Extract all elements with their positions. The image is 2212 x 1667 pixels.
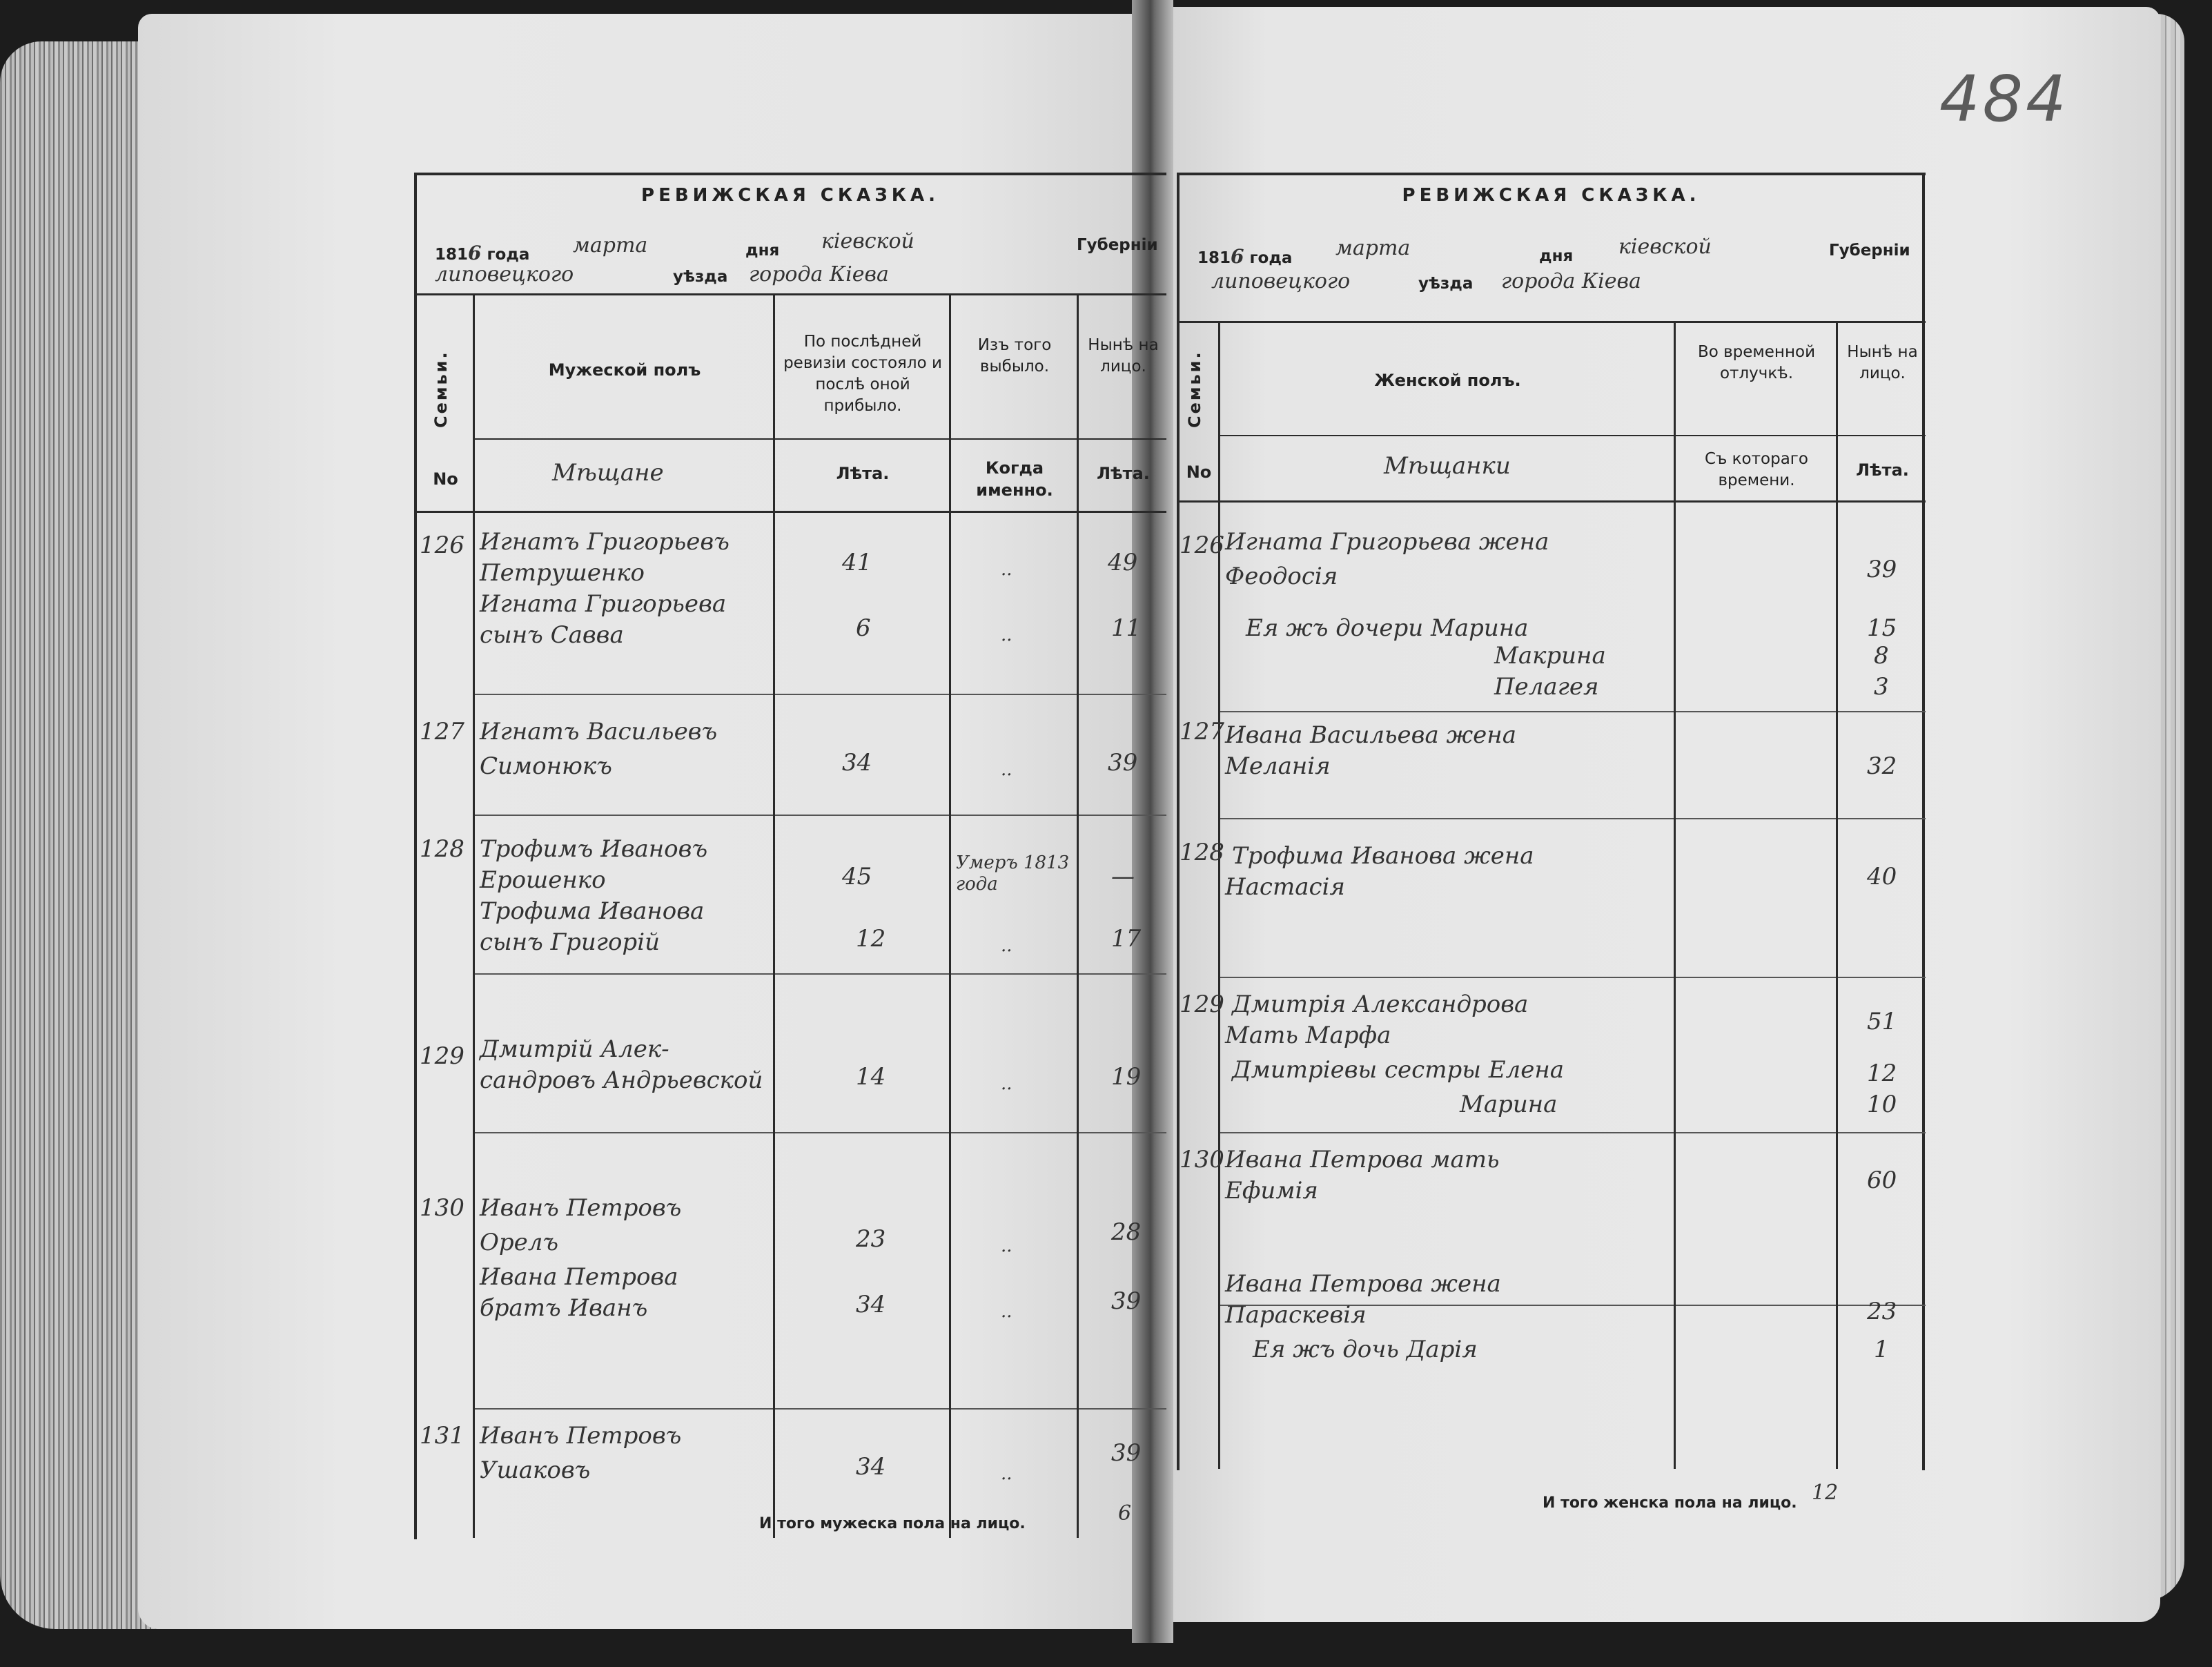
gubernia-label: Губернiи [1829, 242, 1910, 260]
person-surname: Симонюкъ [480, 752, 612, 780]
estate-handwritten: Мѣщанки [1384, 452, 1511, 480]
form-title: РЕВИЖСКАЯ СКАЗКА. [1402, 185, 1701, 206]
person-name: Ивана Петрова [480, 1263, 678, 1291]
person-surname: Ушаковъ [480, 1456, 591, 1484]
person-name: Ея жъ дочери Марина [1246, 614, 1529, 642]
person-surname: Меланiя [1225, 752, 1331, 780]
family-number: 131 [420, 1422, 464, 1450]
col-absent-header: Во временной отлучкѣ. [1697, 343, 1816, 383]
age-now: 10 [1867, 1091, 1897, 1118]
left-when: .. [1001, 1073, 1012, 1094]
person-name: Макрина [1494, 642, 1606, 670]
left-when: .. [1001, 625, 1012, 645]
month-handwritten: марта [1335, 236, 1411, 260]
family-number: 129 [1180, 991, 1224, 1018]
gubernia-label: Губернiи [1077, 236, 1158, 254]
age-now: 3 [1874, 673, 1889, 701]
person-name: Ивана Петрова мать [1225, 1146, 1500, 1173]
total-male-value: 6 [1118, 1501, 1132, 1525]
col-last-revision-header: По послѣдней ревизiи состояло и послѣ оной прибыло. [783, 333, 942, 416]
age-now: 39 [1111, 1287, 1142, 1315]
person-name: Ея жъ дочь Дарiя [1253, 1336, 1478, 1363]
family-number: 130 [1180, 1146, 1224, 1173]
left-when: .. [1001, 559, 1012, 580]
person-surname: Орелъ [480, 1229, 559, 1256]
uezd-label: уѣзда [1418, 275, 1474, 293]
family-number: 127 [1180, 718, 1224, 745]
left-when: .. [1001, 1463, 1012, 1484]
sub-years-header: Лѣта. [836, 464, 890, 483]
gubernia-handwritten: кiевской [821, 229, 914, 253]
person-surname: Ефимiя [1225, 1177, 1318, 1205]
age-now: 1 [1874, 1336, 1889, 1363]
left-when: .. [1001, 759, 1012, 780]
person-name: Ивана Васильева жена [1225, 721, 1516, 749]
family-number: 130 [420, 1194, 464, 1222]
total-female-label: И того женска пола на лицо. [1543, 1494, 1797, 1512]
person-surname: Мать Марфа [1225, 1022, 1391, 1049]
sub-since-header: Съ котораго времени. [1705, 450, 1808, 490]
family-number: 127 [420, 718, 464, 745]
person-name: Марина [1460, 1091, 1558, 1118]
town-handwritten: города Кiева [1501, 269, 1641, 293]
person-name: Ивана Петрова жена [1225, 1270, 1501, 1298]
age-now: — [1111, 863, 1135, 890]
age-now: 39 [1111, 1439, 1142, 1467]
person-name: Трофима Иванова [480, 897, 705, 925]
person-surname: сынъ Григорiй [480, 928, 660, 956]
person-name: Дмитрiй Алек- [480, 1035, 669, 1063]
col-now-header: Нынѣ на лицо. [1847, 343, 1918, 383]
family-number: 129 [420, 1042, 464, 1070]
uezd-handwritten: липовецкого [435, 262, 574, 286]
year-label: 1816 года [435, 242, 530, 264]
right-revision-form [1177, 173, 1926, 1532]
col-sex-header: Мужеской полъ [548, 360, 701, 380]
sub-when-header: Когда именно. [976, 458, 1053, 500]
sub-years2-header: Лѣта. [1097, 464, 1150, 483]
age-last-revision: 34 [842, 749, 872, 777]
age-now: 8 [1874, 642, 1889, 670]
age-now: 23 [1867, 1298, 1897, 1325]
age-last-revision: 34 [856, 1291, 886, 1318]
left-when: .. [1001, 1301, 1012, 1322]
col-now-header: Нынѣ на лицо. [1088, 336, 1159, 376]
person-surname: Петрушенко [480, 559, 645, 587]
gubernia-handwritten: кiевской [1618, 235, 1712, 259]
estate-handwritten: Мѣщане [552, 459, 664, 487]
person-surname: Феодосiя [1225, 563, 1338, 590]
col-left-header: Изъ того выбыло. [977, 336, 1052, 376]
age-now: 11 [1111, 614, 1142, 642]
age-now: 32 [1867, 752, 1897, 780]
age-now: 39 [1867, 556, 1897, 583]
year-label: 1816 года [1197, 245, 1293, 268]
folio-number: 484 [1939, 62, 2069, 136]
family-number: 126 [1180, 532, 1224, 559]
age-now: 40 [1867, 863, 1897, 890]
left-when: .. [1001, 1236, 1012, 1256]
col-sex-header: Женской полъ. [1374, 371, 1521, 390]
sub-no-header: No [1186, 462, 1212, 482]
left-revision-form [414, 173, 1166, 1539]
age-now: 12 [1867, 1060, 1897, 1087]
age-now: 60 [1867, 1167, 1897, 1194]
col-semi-header: Семьи. [431, 350, 451, 428]
person-surname: сандровъ Андрьевской [480, 1066, 763, 1094]
person-surname: Настасiя [1225, 873, 1345, 901]
person-name: Трофимъ Ивановъ [480, 835, 708, 863]
person-name: Игната Григорьева [480, 590, 727, 618]
age-now: 17 [1111, 925, 1142, 953]
age-now: 15 [1867, 614, 1897, 642]
age-now: 19 [1111, 1063, 1142, 1091]
uezd-handwritten: липовецкого [1211, 269, 1351, 293]
sub-years-header: Лѣта. [1856, 460, 1909, 480]
total-male-label: И того мужеска пола на лицо. [759, 1515, 1026, 1532]
age-last-revision: 34 [856, 1453, 886, 1481]
person-surname: Ерошенко [480, 866, 606, 894]
age-last-revision: 14 [856, 1063, 886, 1091]
person-name: Игната Григорьева жена [1225, 528, 1549, 556]
age-now: 49 [1108, 549, 1138, 576]
family-number: 128 [1180, 839, 1224, 866]
form-title: РЕВИЖСКАЯ СКАЗКА. [641, 185, 939, 206]
age-now: 28 [1111, 1218, 1142, 1246]
person-name: Пелагея [1494, 673, 1599, 701]
person-surname: сынъ Савва [480, 621, 624, 649]
person-name: Иванъ Петровъ [480, 1194, 682, 1222]
age-now: 39 [1108, 749, 1138, 777]
family-number: 128 [420, 835, 464, 863]
month-handwritten: марта [573, 233, 648, 257]
person-name: Дмитрiя Александрова [1232, 991, 1529, 1018]
sub-no-header: No [433, 469, 458, 489]
family-number: 126 [420, 532, 464, 559]
age-last-revision: 6 [856, 614, 871, 642]
day-label: дня [1539, 247, 1574, 265]
person-name: Дмитрiевы сестры Елена [1232, 1056, 1564, 1084]
age-last-revision: 23 [856, 1225, 886, 1253]
person-surname: братъ Иванъ [480, 1294, 648, 1322]
person-name: Иванъ Петровъ [480, 1422, 682, 1450]
person-name: Трофима Иванова жена [1232, 842, 1534, 870]
left-when: .. [1001, 935, 1012, 956]
person-name: Игнатъ Васильевъ [480, 718, 718, 745]
day-label: дня [745, 242, 780, 260]
person-name: Игнатъ Григорьевъ [480, 528, 730, 556]
left-when: Умеръ 1813 года [956, 852, 1070, 895]
town-handwritten: города Кiева [749, 262, 889, 286]
age-last-revision: 12 [856, 925, 886, 953]
total-female-value: 12 [1812, 1481, 1839, 1505]
person-surname: Параскевiя [1225, 1301, 1367, 1329]
age-last-revision: 41 [842, 549, 872, 576]
col-semi-header: Семьи. [1185, 350, 1204, 428]
uezd-label: уѣзда [673, 268, 728, 286]
age-now: 51 [1867, 1008, 1897, 1035]
age-last-revision: 45 [842, 863, 872, 890]
